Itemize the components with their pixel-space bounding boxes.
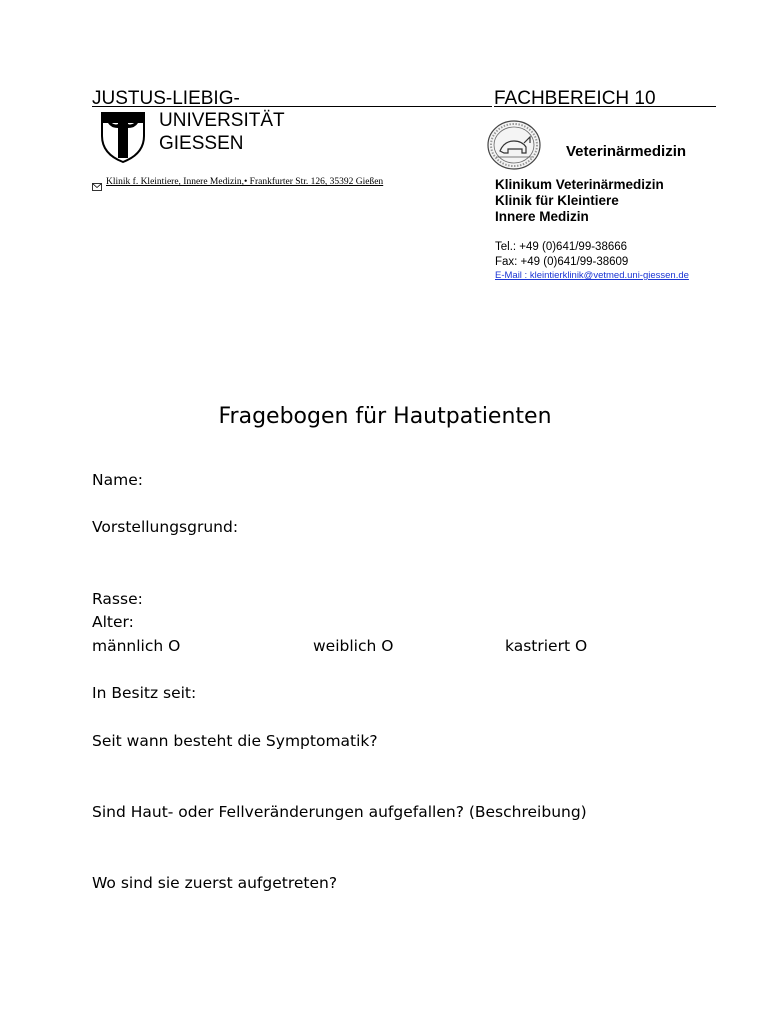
sex-option-male[interactable]: männlich O — [92, 637, 181, 655]
clinic-info — [495, 177, 664, 225]
clinic-line-3: Innere Medizin — [495, 209, 589, 224]
faculty-seal-icon — [486, 119, 542, 171]
breed-label: Rasse: — [92, 590, 143, 608]
telephone: Tel.: +49 (0)641/99-38666 — [495, 241, 628, 253]
header-rule-right — [494, 106, 716, 107]
department-name: FACHBEREICH 10 — [494, 88, 656, 109]
form-title: Fragebogen für Hautpatienten — [218, 404, 552, 429]
sex-option-female[interactable]: weiblich O — [313, 637, 394, 655]
return-address — [92, 177, 383, 187]
clinic-line-1: Klinikum Veterinärmedizin — [495, 177, 664, 192]
university-name-line1: JUSTUS-LIEBIG- — [92, 88, 240, 109]
contact-info — [495, 240, 689, 281]
owned-since-label: In Besitz seit: — [92, 684, 197, 702]
return-address-text: Klinik f. Kleintiere, Innere Medizin,• Frankfurter Str. 126, 35392 Gießen — [106, 177, 384, 187]
fax: Fax: +49 (0)641/99-38609 — [495, 256, 629, 268]
email-link[interactable]: E-Mail : kleintierklinik@vetmed.uni-giessen.de — [495, 270, 689, 281]
reason-label: Vorstellungsgrund: — [92, 518, 239, 536]
university-name-line3: GIESSEN — [159, 133, 244, 154]
university-crest-icon — [99, 110, 147, 164]
symptom-since-question: Seit wann besteht die Symptomatik? — [92, 732, 378, 750]
first-location-question: Wo sind sie zuerst aufgetreten? — [92, 874, 338, 892]
envelope-icon — [92, 178, 102, 186]
sex-option-neutered[interactable]: kastriert O — [505, 637, 588, 655]
faculty-name: Veterinärmedizin — [566, 143, 687, 160]
name-label: Name: — [92, 471, 143, 489]
skin-changes-question: Sind Haut- oder Fellveränderungen aufgefallen? (Beschreibung) — [92, 803, 587, 821]
header-rule-left — [92, 106, 492, 107]
clinic-line-2: Klinik für Kleintiere — [495, 193, 619, 208]
age-label: Alter: — [92, 613, 134, 631]
university-name-line2: UNIVERSITÄT — [159, 110, 285, 131]
